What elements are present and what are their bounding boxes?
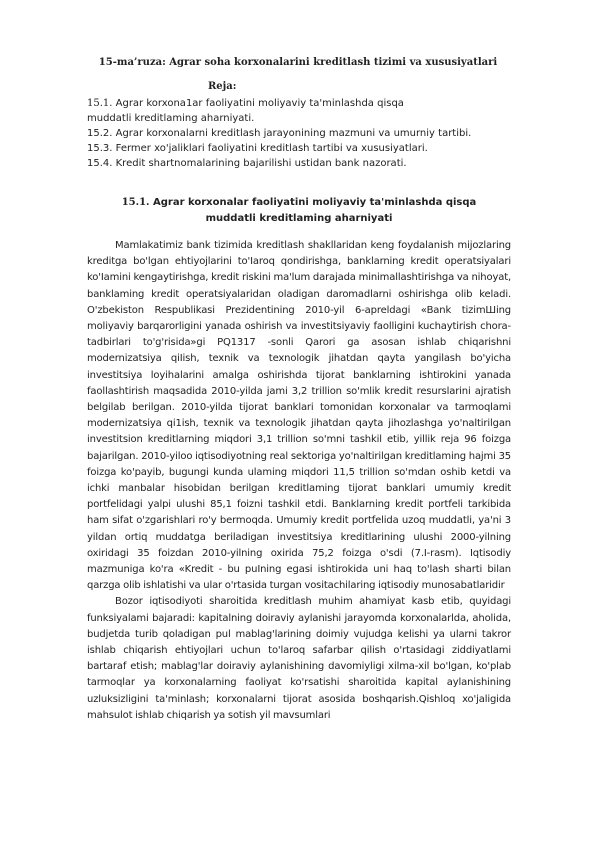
paragraph: Bozor iqtisodiyoti sharoitida kreditlash muhim ahamiyat kasb etib, quyidagi funksiyalami bajaradi: kapitalning doiraviy aylanishi jarayomda korxonalarlda, aholida, budjetda turib qoladigan pul mablag'larining doimiy vujudga kelishi ya ularni takror ishlab chiqarish ehtiyojlari uchun to'laroq safarbar qilish o'rtasidagi ziddiyatlami bartaraf etish; mablag'lar doiraviy aylanishining davomiyligi xilma-xil bo'lgan, ko'plab tarmoqlar ya korxonalarning faoliyat ko'rsatishi sharoitida kapital aylanishining uzluksizligini ta'minlash; korxonalarni tijorat asosida boshqarish.Qishloq xo'jaligida mahsulot ishlab chiqarish ya sotish yil mavsumlari [87, 596, 511, 721]
plan-item [87, 141, 527, 156]
plan-item [87, 126, 527, 141]
plan-item-text: 15.4. Kredit shartnomalarining bajarilishi ustidan bank nazorati. [87, 158, 407, 169]
section-heading [87, 195, 511, 227]
plan-item [87, 156, 527, 171]
section-heading-line [87, 195, 511, 211]
lecture-title: 15-ma’ruza: Agrar soha korxonalarini kreditlash tizimi va xususiyatlari [98, 57, 498, 68]
body-text [87, 238, 511, 724]
plan-item-text: muddatli kreditlaming aharniyati. [87, 113, 255, 124]
plan-list [87, 96, 527, 171]
section-heading-text: Agrar korxonalar faoliyatini moliyaviy ta'minlashda qisqa [149, 197, 477, 208]
plan-item-text: Agrar korxona1ar faoliyatini moliyaviy ta'minlashda qisqa [112, 98, 404, 109]
plan-item [87, 96, 527, 111]
plan-heading: Reja: [208, 81, 237, 92]
paragraph: Mamlakatimiz bank tizimida kreditlash shakllaridan keng foydalanish mijozlaring kreditga bo'lgan ehtiyojlarini to'Iaroq qondirishga, banklarning kredit operatsiyalari ko'Iamini kengaytirishga, kredit riskini ma'lum darajada minimallashtirishga va nihoyat, banklaming kredit operatsiyalaridan oladigan daromadlarni oshirishga olib keladi. O'zbekiston Respublikasi Prezidentining 2010-yil 6-apreldagi «Bank tizimШing moliyaviy barqarorligini yanada oshirish va investitsiyaviy faolligini kuchaytirish chora-tadbirlari to'g'risida»gi PQ1317 -sonli Qarori ga asosan ishlab chiqarishni modernizatsiya qiIish, texnik va texnologik jihatdan qayta yangilash bo'yicha investitsiya loyihalarini amalga oshirishda tijorat banklarning ishtirokini yanada faollashtirish maqsadida 2010-yilda jami 3,2 trillion so'mlik kredit resurslarini ajratish belgilab berilgan. 2010-yilda tijorat banklari tomonidan korxonalar va tarmoqlami modernizatsiya qi1ish, texnik va texnologik jihatdan qayta jihozlashga yo'naltirilgan investitsion kreditlarning miqdori 3,1 trillion so'mni tashkil etib, yillik reja 96 foizga bajarilgan. 2010-yiloo iqtisodiyotning real sektoriga yo'naltirilgan kreditlaming hajmi 35 foizga ko'payib, bugungi kunda ulaming miqdori 11,5 trillion so'mdan oshib ketdi va ichki manbalar hisobidan berilgan kreditlaming tijorat banklari umumiy kredit portfelidagi yalpi ulushi 85,1 foizni tashkil etdi. Banklarning kredit portfeli tarkibida ham sifat o'zgarishlari ro'y bermoqda. Umumiy kredit portfelida uzoq muddatli, ya'ni 3 yildan ortiq muddatga beriladigan investitsiya kreditlarining ulushi 2000-yilning oxiridagi 35 foizdan 2010-yilning oxirida 75,2 foizga o'sdi (7.I-rasm). Iqtisodiy mazmuniga ko'ra «Kredit - bu puIning egasi ishtirokida uni haq to'lash sharti bilan qarzga olib ishlatishi va ular o'rtasida turgan vositachilaring iqtisodiy munosabatlaridir [87, 240, 511, 592]
section-heading-line: muddatli kreditlaming aharniyati [205, 213, 393, 224]
section-heading-number: 15.1. [121, 197, 150, 208]
plan-item [87, 111, 527, 126]
plan-item-text: 15.2. Agrar korxonalarni kreditlash jarayonining mazmuni va umurniy tartibi. [87, 128, 472, 139]
plan-item-number: 15.1. [87, 98, 113, 109]
plan-item-text: 15.3. Fermer xo'jaliklari faoliyatini kreditlash tartibi va xususiyatlari. [87, 143, 428, 154]
